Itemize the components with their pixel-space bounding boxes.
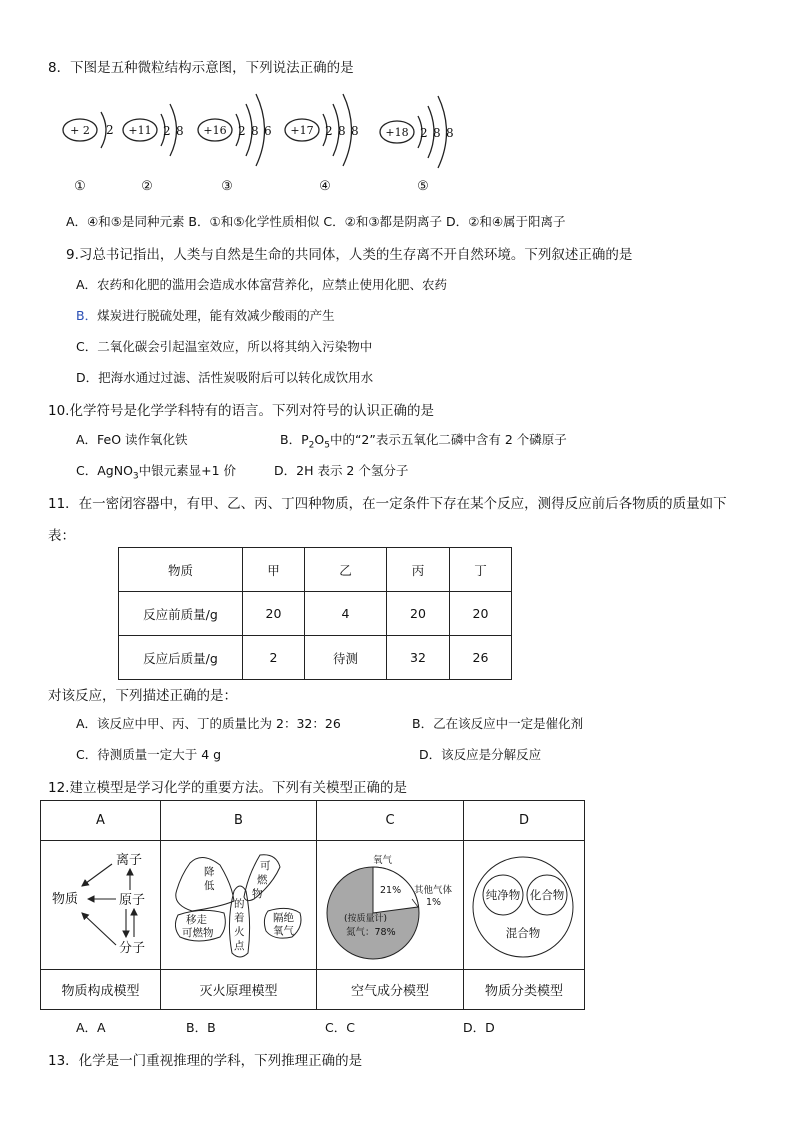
model-a-molecule: 分子 (119, 941, 146, 956)
model-c-oxygen-pct: 21% (380, 885, 402, 896)
particle-4 (285, 94, 359, 194)
model-b-ignition: 的着火点 (234, 898, 245, 952)
particle-4-nucleus: +17 (290, 124, 314, 137)
model-d-compound: 化合物 (529, 888, 565, 902)
particle-4-label: ④ (319, 179, 331, 194)
q11-after: 对该反应，下列描述正确的是： (48, 688, 237, 704)
table-cell: 32 (387, 636, 450, 680)
model-d-cell (464, 841, 585, 970)
q12-stem: 12.建立模型是学习化学的重要方法。下列有关模型正确的是 (48, 780, 407, 796)
particle-diagrams (55, 90, 475, 200)
table-cell: 物质 (119, 548, 243, 592)
q10-option-a: A．FeO 读作氧化铁 (76, 432, 188, 447)
model-c-diagram (318, 841, 462, 965)
model-c-cell (317, 841, 464, 970)
table-cell: 乙 (305, 548, 387, 592)
mass-table (118, 547, 512, 680)
particle-5-e1: 8 (433, 126, 441, 140)
model-header: A (41, 801, 161, 841)
particle-5-label: ⑤ (417, 179, 429, 194)
q13-stem: 13．化学是一门重视推理的学科，下列推理正确的是 (48, 1053, 363, 1069)
q10-option-b: B．$P_2O_5$中的“2”表示五氧化二磷中含有 2 个磷原子 (280, 432, 567, 451)
q12-option-a: A．A (76, 1020, 106, 1035)
table-cell: 反应后质量/g (119, 636, 243, 680)
table-cell: 反应前质量/g (119, 592, 243, 636)
q8-stem: 8．下图是五种微粒结构示意图，下列说法正确的是 (48, 60, 354, 76)
particle-4-e1: 8 (338, 124, 346, 138)
particle-5-e0: 2 (420, 126, 428, 140)
particle-2-e0: 2 (163, 124, 171, 138)
q11-option-a: A．该反应中甲、丙、丁的质量比为 2：32：26 (76, 716, 341, 731)
table-cell: 20 (243, 592, 305, 636)
particle-5-e2: 8 (446, 126, 454, 140)
model-caption-row (41, 970, 585, 1010)
q8-options: A．④和⑤是同种元素 B．①和⑤化学性质相似 C．②和③都是阴离子 D．②和④属于阳离子 (66, 214, 566, 229)
model-b-lower: 降低 (204, 866, 215, 892)
particle-1-nucleus: + 2 (70, 124, 90, 137)
model-diagram-row (41, 841, 585, 970)
q11-stem-line1: 11．在一密闭容器中，有甲、乙、丙、丁四种物质，在一定条件下存在某个反应，测得反应前后各物质的质量如下 (48, 496, 727, 512)
model-c-other: 其他气体 (414, 885, 453, 896)
model-header-row (41, 801, 585, 841)
model-caption: 空气成分模型 (317, 970, 464, 1010)
model-caption: 物质分类模型 (464, 970, 585, 1010)
model-a-ion: 离子 (116, 853, 143, 868)
particle-2-label: ② (141, 179, 153, 194)
q9-option-c: C．二氧化碳会引起温室效应，所以将其纳入污染物中 (76, 339, 373, 354)
q11-option-d: D．该反应是分解反应 (419, 747, 542, 762)
q9-stem: 9.习总书记指出，人类与自然是生命的共同体，人类的生存离不开自然环境。下列叙述正确的是 (66, 247, 633, 263)
model-caption: 灭火原理模型 (161, 970, 317, 1010)
model-a-atom: 原子 (119, 893, 146, 908)
particle-1 (63, 112, 114, 194)
model-table (40, 800, 585, 1010)
particle-3 (198, 94, 272, 194)
particle-2 (123, 104, 184, 194)
q10-option-d: D．2H 表示 2 个氢分子 (274, 463, 409, 478)
particle-3-nucleus: +16 (203, 124, 227, 137)
particle-1-e0: 2 (106, 123, 114, 137)
q11-option-c: C．待测质量一定大于 4 g (76, 747, 222, 762)
q9-option-a: A．农药和化肥的滥用会造成水体富营养化，应禁止使用化肥、农药 (76, 277, 448, 292)
particle-1-label: ① (74, 179, 86, 194)
particle-2-nucleus: +11 (128, 124, 152, 137)
model-b-remove: 移走可燃物 (182, 914, 214, 939)
model-d-diagram (465, 841, 583, 965)
q12-option-b: B．B (186, 1020, 216, 1035)
particle-3-e0: 2 (238, 124, 246, 138)
table-cell: 20 (387, 592, 450, 636)
particle-5 (380, 96, 454, 194)
model-c-mass-note: (按质量计) (344, 914, 388, 924)
table-cell: 甲 (243, 548, 305, 592)
table-cell: 26 (450, 636, 512, 680)
model-c-nitrogen: 氮气：78% (346, 927, 396, 938)
model-header: D (464, 801, 585, 841)
q11-option-b: B．乙在该反应中一定是催化剂 (412, 716, 584, 731)
q11-stem-line2: 表： (48, 528, 75, 544)
q9-option-b: B．煤炭进行脱硫处理，能有效减少酸雨的产生 (76, 308, 335, 323)
model-c-oxygen: 氧气 (373, 855, 393, 866)
model-b-cell (161, 841, 317, 970)
model-d-pure: 纯净物 (485, 888, 521, 902)
particle-4-e2: 8 (351, 124, 359, 138)
particle-3-label: ③ (221, 179, 233, 194)
table-cell: 2 (243, 636, 305, 680)
table-cell: 丙 (387, 548, 450, 592)
q10-stem: 10.化学符号是化学学科特有的语言。下列对符号的认识正确的是 (48, 403, 434, 419)
particle-3-e1: 8 (251, 124, 259, 138)
table-row (119, 592, 512, 636)
table-cell: 丁 (450, 548, 512, 592)
q9-option-d: D．把海水通过过滤、活性炭吸附后可以转化成饮用水 (76, 370, 374, 385)
model-b-combustible: 可燃物 (252, 860, 271, 900)
model-b-diagram (162, 841, 315, 965)
model-a-cell (41, 841, 161, 970)
table-row (119, 636, 512, 680)
particle-2-e1: 8 (176, 124, 184, 138)
model-a-substance: 物质 (52, 892, 79, 907)
q12-option-d: D．D (463, 1020, 495, 1035)
particle-3-e2: 6 (264, 124, 272, 138)
model-b-isolate: 隔绝氧气 (273, 912, 294, 937)
table-cell: 待测 (305, 636, 387, 680)
model-a-diagram (42, 841, 159, 965)
model-d-mixture: 混合物 (505, 926, 541, 940)
model-caption: 物质构成模型 (41, 970, 161, 1010)
model-c-other-pct: 1% (426, 897, 442, 908)
model-header: B (161, 801, 317, 841)
model-header: C (317, 801, 464, 841)
particle-4-e0: 2 (325, 124, 333, 138)
particle-5-nucleus: +18 (385, 126, 409, 139)
q12-option-c: C．C (325, 1020, 355, 1035)
table-cell: 4 (305, 592, 387, 636)
table-cell: 20 (450, 592, 512, 636)
q10-option-c: C．AgNO$_3$中银元素显+1 价 (76, 463, 237, 482)
table-header-row (119, 548, 512, 592)
